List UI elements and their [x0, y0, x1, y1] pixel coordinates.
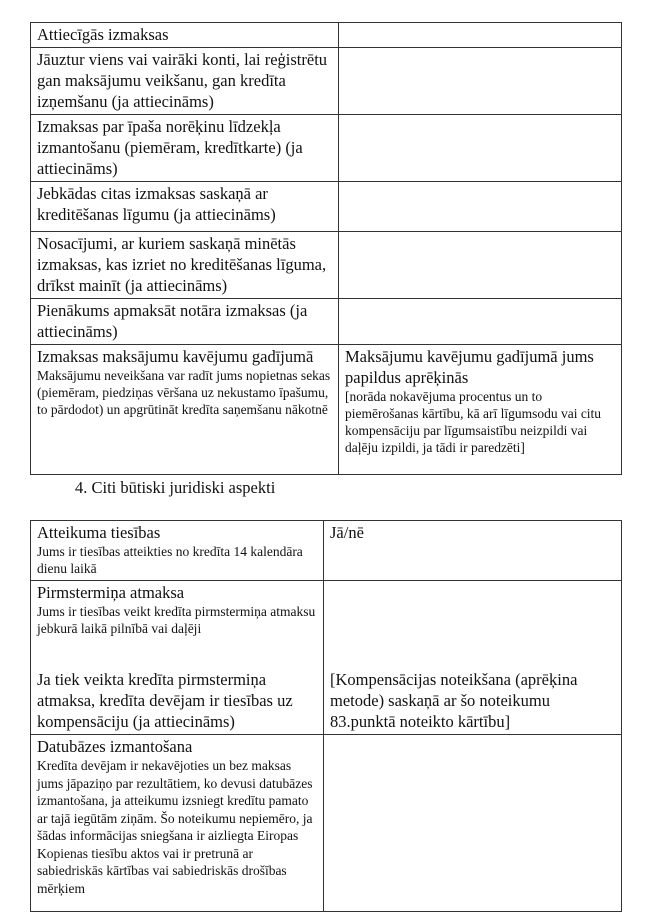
- table-row: [31, 115, 622, 182]
- row-value: [339, 232, 622, 299]
- row-label: Jebkādas citas izmaksas saskaņā ar kreditēšanas līgumu (ja attiecināms): [31, 182, 339, 232]
- section-heading: 4. Citi būtiski juridiski aspekti: [75, 478, 276, 497]
- row-label: Datubāzes izmantošana: [37, 737, 193, 756]
- row-label-cell: [31, 345, 339, 475]
- table-row: [31, 581, 622, 735]
- row-note: Maksājumu neveikšana var radīt jums nopietnas sekas (piemēram, piedziņas vēršana uz nekustamo īpašumu, to pārdodot) un apgrūtināt kredīta saņemšanu nākotnē: [37, 368, 331, 417]
- row-label: Izmaksas maksājumu kavējumu gadījumā: [37, 347, 314, 366]
- row-label: Pirmstermiņa atmaksa: [37, 583, 185, 602]
- row-label-cell: [31, 521, 324, 581]
- table-row: [31, 735, 622, 912]
- row-label: Atteikuma tiesības: [37, 523, 161, 542]
- table-row: [31, 182, 622, 232]
- row-value: [324, 735, 622, 912]
- table-row: [31, 299, 622, 345]
- row-value: [339, 48, 622, 115]
- row-value: [339, 182, 622, 232]
- table-row: [31, 23, 622, 48]
- row-value: [339, 115, 622, 182]
- row-extra: Ja tiek veikta kredīta pirmstermiņa atmaksa, kredīta devējam ir tiesības uz kompensāciju (ja attiecināms): [37, 670, 293, 731]
- row-note: Kredīta devējam ir nekavējoties un bez maksas jums jāpaziņo par rezultātiem, ko devusi datubāzes izmantošana, ja atteikumu izsniegt kredītu pamato ar tajā iegūtām ziņām. Šo noteikumu nepiemēro, ja šādas informācijas sniegšana ir aizliegta Eiropas Kopienas tiesību aktos vai ir pretrunā ar sabiedriskās kārtības vai sabiedriskās drošības mērķiem: [37, 758, 313, 896]
- row-value: [Kompensācijas noteikšana (aprēķina metode) saskaņā ar šo noteikumu 83.punktā noteikto kārtību]: [324, 581, 622, 735]
- row-value-note: [norāda nokavējuma procentus un to piemērošanas kārtību, kā arī līgumsodu vai citu kompensāciju par līgumsaistību neizpildi vai daļēju izpildi, ja tādi ir paredzēti]: [345, 389, 602, 455]
- row-label-cell: [31, 735, 324, 912]
- legal-aspects-table: [30, 520, 622, 912]
- row-value: Maksājumu kavējumu gadījumā jums papildus aprēķinās: [345, 347, 594, 387]
- row-value: Jā/nē: [324, 521, 622, 581]
- row-label-cell: [31, 581, 324, 735]
- costs-table: [30, 22, 622, 475]
- row-label: Attiecīgās izmaksas: [31, 23, 339, 48]
- table-row: [31, 521, 622, 581]
- row-label: Nosacījumi, ar kuriem saskaņā minētās izmaksas, kas izriet no kreditēšanas līguma, drīkst mainīt (ja attiecināms): [31, 232, 339, 299]
- row-label: Pienākums apmaksāt notāra izmaksas (ja attiecināms): [31, 299, 339, 345]
- row-label: Izmaksas par īpaša norēķinu līdzekļa izmantošanu (piemēram, kredītkarte) (ja attiecināms): [31, 115, 339, 182]
- row-note: Jums ir tiesības atteikties no kredīta 14 kalendāra dienu laikā: [37, 544, 303, 576]
- table-row: [31, 345, 622, 475]
- row-value-cell: [339, 345, 622, 475]
- table-row: [31, 232, 622, 299]
- row-value: [339, 299, 622, 345]
- table-row: [31, 48, 622, 115]
- row-label: Jāuztur viens vai vairāki konti, lai reģistrētu gan maksājumu veikšanu, gan kredīta izņemšanu (ja attiecināms): [31, 48, 339, 115]
- row-note: Jums ir tiesības veikt kredīta pirmstermiņa atmaksu jebkurā laikā pilnībā vai daļēji: [37, 604, 316, 636]
- row-value: [339, 23, 622, 48]
